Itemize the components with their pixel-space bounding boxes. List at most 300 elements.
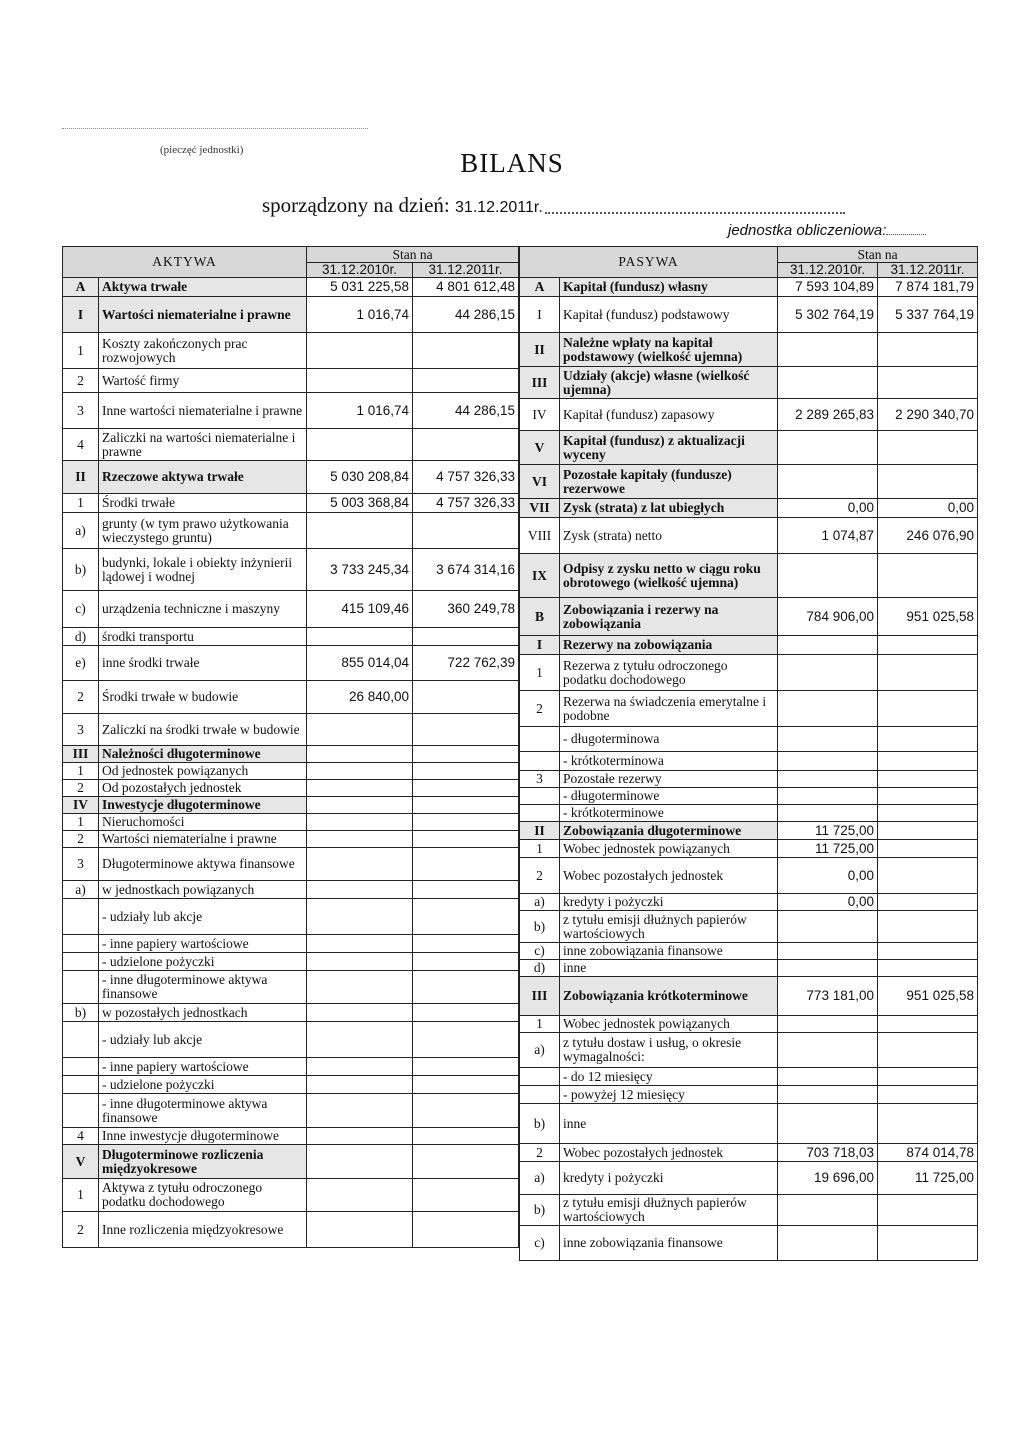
pasywa-row-mark: VI: [520, 465, 560, 499]
pasywa-value-2010: [778, 752, 878, 771]
aktywa-row-label: - udzielone pożyczki: [99, 953, 307, 971]
pasywa-value-2011: [878, 805, 978, 822]
aktywa-row-label: Środki trwałe w budowie: [99, 681, 307, 714]
pasywa-row: [520, 960, 978, 977]
aktywa-value-2010: [307, 1212, 413, 1248]
aktywa-row-label: Zaliczki na wartości niematerialne i prawne: [99, 429, 307, 461]
pasywa-value-2011: 2 290 340,70: [878, 399, 978, 431]
aktywa-value-2010: [307, 1179, 413, 1212]
pasywa-row: [520, 1104, 978, 1144]
pasywa-row-label: z tytułu emisji dłużnych papierów wartościowych: [560, 911, 778, 943]
aktywa-value-2011: [413, 763, 519, 780]
aktywa-row: [63, 1004, 519, 1022]
aktywa-value-2010: [307, 1076, 413, 1094]
pasywa-value-2010: 11 725,00: [778, 822, 878, 840]
pasywa-row-mark: IV: [520, 399, 560, 431]
aktywa-value-2010: [307, 513, 413, 549]
aktywa-row-mark: A: [63, 278, 99, 297]
pasywa-value-2011: [878, 333, 978, 367]
aktywa-row-label: - udziały lub akcje: [99, 899, 307, 935]
pasywa-row-mark: B: [520, 598, 560, 636]
pasywa-col-2011: 31.12.2011r.: [878, 263, 978, 278]
aktywa-value-2010: 3 733 245,34: [307, 549, 413, 591]
aktywa-value-2010: [307, 1058, 413, 1076]
pasywa-row-label: Zobowiązania krótkoterminowe: [560, 977, 778, 1016]
aktywa-heading: AKTYWA: [63, 247, 307, 278]
pasywa-value-2010: [778, 1086, 878, 1104]
aktywa-row-mark: 4: [63, 1128, 99, 1145]
stamp-area: [62, 128, 368, 129]
pasywa-value-2010: [778, 1068, 878, 1086]
pasywa-row: [520, 858, 978, 894]
pasywa-value-2010: [778, 805, 878, 822]
pasywa-row-mark: A: [520, 278, 560, 297]
pasywa-row-label: Należne wpłaty na kapitał podstawowy (wielkość ujemna): [560, 333, 778, 367]
aktywa-value-2010: [307, 1022, 413, 1058]
aktywa-value-2011: [413, 935, 519, 953]
aktywa-row: [63, 848, 519, 881]
pasywa-row-mark: I: [520, 636, 560, 655]
aktywa-row-mark: 1: [63, 494, 99, 513]
pasywa-row: [520, 554, 978, 598]
aktywa-row: [63, 831, 519, 848]
aktywa-value-2011: 360 249,78: [413, 591, 519, 628]
pasywa-value-2011: [878, 431, 978, 465]
pasywa-col-2010: 31.12.2010r.: [778, 263, 878, 278]
aktywa-value-2011: [413, 1076, 519, 1094]
aktywa-value-2011: [413, 899, 519, 935]
aktywa-value-2011: 44 286,15: [413, 393, 519, 429]
pasywa-row: [520, 894, 978, 911]
pasywa-row-mark: IX: [520, 554, 560, 598]
aktywa-value-2010: [307, 971, 413, 1004]
pasywa-row: [520, 727, 978, 752]
aktywa-row-label: Zaliczki na środki trwałe w budowie: [99, 714, 307, 746]
pasywa-value-2010: [778, 1104, 878, 1144]
aktywa-row-mark: 2: [63, 780, 99, 797]
pasywa-value-2011: [878, 840, 978, 858]
date-dotted-line: [545, 212, 845, 214]
aktywa-value-2011: [413, 369, 519, 393]
unit-label: jednostka obliczeniowa:: [728, 222, 887, 239]
pasywa-row-mark: b): [520, 911, 560, 943]
pasywa-value-2011: 5 337 764,19: [878, 297, 978, 333]
pasywa-row-mark: a): [520, 1162, 560, 1195]
pasywa-value-2011: [878, 858, 978, 894]
aktywa-value-2010: [307, 714, 413, 746]
pasywa-value-2011: [878, 771, 978, 788]
pasywa-value-2010: [778, 431, 878, 465]
aktywa-value-2010: [307, 1004, 413, 1022]
aktywa-row: [63, 780, 519, 797]
pasywa-row-mark: I: [520, 297, 560, 333]
aktywa-value-2011: [413, 831, 519, 848]
aktywa-value-2011: [413, 1128, 519, 1145]
pasywa-value-2010: [778, 727, 878, 752]
aktywa-value-2010: 5 003 368,84: [307, 494, 413, 513]
aktywa-value-2011: [413, 1094, 519, 1128]
aktywa-row-mark: III: [63, 746, 99, 763]
pasywa-row: [520, 333, 978, 367]
pasywa-row-label: Zysk (strata) z lat ubiegłych: [560, 499, 778, 518]
aktywa-value-2010: [307, 746, 413, 763]
aktywa-row: [63, 513, 519, 549]
pasywa-row-label: Wobec jednostek powiązanych: [560, 840, 778, 858]
pasywa-value-2010: 0,00: [778, 858, 878, 894]
aktywa-value-2010: [307, 848, 413, 881]
dated-label: sporządzony na dzień:: [262, 193, 450, 217]
pasywa-rows: [520, 278, 978, 1261]
pasywa-value-2011: 0,00: [878, 499, 978, 518]
pasywa-value-2010: [778, 655, 878, 691]
pasywa-row-label: Rezerwa z tytułu odroczonego podatku dochodowego: [560, 655, 778, 691]
aktywa-row: [63, 899, 519, 935]
pasywa-row-label: Rezerwy na zobowiązania: [560, 636, 778, 655]
aktywa-value-2011: [413, 746, 519, 763]
aktywa-value-2011: [413, 971, 519, 1004]
aktywa-value-2010: [307, 1094, 413, 1128]
pasywa-row-label: Odpisy z zysku netto w ciągu roku obrotowego (wielkość ujemna): [560, 554, 778, 598]
aktywa-row-label: - inne papiery wartościowe: [99, 935, 307, 953]
aktywa-row-label: Rzeczowe aktywa trwałe: [99, 461, 307, 494]
aktywa-value-2011: [413, 953, 519, 971]
pasywa-row-label: z tytułu dostaw i usług, o okresie wymagalności:: [560, 1033, 778, 1068]
aktywa-row-mark: [63, 1058, 99, 1076]
aktywa-row: [63, 1022, 519, 1058]
pasywa-row-mark: b): [520, 1195, 560, 1226]
aktywa-row: [63, 1076, 519, 1094]
aktywa-row-label: Wartość firmy: [99, 369, 307, 393]
pasywa-value-2010: [778, 1016, 878, 1033]
pasywa-value-2010: 19 696,00: [778, 1162, 878, 1195]
pasywa-row-mark: 2: [520, 691, 560, 727]
pasywa-row-label: Wobec pozostałych jednostek: [560, 1144, 778, 1162]
aktywa-value-2010: 26 840,00: [307, 681, 413, 714]
aktywa-row-label: - udzielone pożyczki: [99, 1076, 307, 1094]
pasywa-row: [520, 1068, 978, 1086]
pasywa-row-label: Wobec pozostałych jednostek: [560, 858, 778, 894]
pasywa-row-label: - długoterminowe: [560, 788, 778, 805]
pasywa-value-2011: [878, 554, 978, 598]
aktywa-row-mark: 4: [63, 429, 99, 461]
pasywa-row-mark: [520, 1086, 560, 1104]
pasywa-row-label: Pozostałe kapitały (fundusze) rezerwowe: [560, 465, 778, 499]
aktywa-row: [63, 297, 519, 333]
pasywa-value-2011: [878, 1033, 978, 1068]
pasywa-row-label: Kapitał (fundusz) zapasowy: [560, 399, 778, 431]
pasywa-value-2010: [778, 367, 878, 399]
pasywa-row-label: Zysk (strata) netto: [560, 518, 778, 554]
pasywa-row: [520, 1144, 978, 1162]
pasywa-row-mark: a): [520, 1033, 560, 1068]
aktywa-row-mark: 2: [63, 369, 99, 393]
aktywa-value-2010: [307, 953, 413, 971]
aktywa-row: [63, 333, 519, 369]
aktywa-value-2010: [307, 881, 413, 899]
aktywa-value-2010: [307, 628, 413, 646]
aktywa-row-label: - udziały lub akcje: [99, 1022, 307, 1058]
pasywa-value-2010: [778, 1195, 878, 1226]
aktywa-row: [63, 646, 519, 681]
pasywa-value-2011: 246 076,90: [878, 518, 978, 554]
pasywa-table: [519, 246, 978, 1261]
pasywa-row-label: - długoterminowa: [560, 727, 778, 752]
pasywa-row-label: Kapitał (fundusz) z aktualizacji wyceny: [560, 431, 778, 465]
pasywa-row-mark: V: [520, 431, 560, 465]
pasywa-value-2010: 1 074,87: [778, 518, 878, 554]
document-title: BILANS: [460, 148, 564, 178]
aktywa-row-label: inne środki trwałe: [99, 646, 307, 681]
aktywa-row: [63, 549, 519, 591]
aktywa-row-label: Koszty zakończonych prac rozwojowych: [99, 333, 307, 369]
aktywa-row-label: - inne długoterminowe aktywa finansowe: [99, 971, 307, 1004]
pasywa-value-2011: [878, 788, 978, 805]
aktywa-row: [63, 935, 519, 953]
aktywa-rows: [63, 278, 519, 1248]
aktywa-value-2010: 5 031 225,58: [307, 278, 413, 297]
aktywa-row-label: środki transportu: [99, 628, 307, 646]
pasywa-row-mark: c): [520, 943, 560, 960]
pasywa-value-2010: [778, 691, 878, 727]
pasywa-row-mark: c): [520, 1226, 560, 1261]
aktywa-row: [63, 1128, 519, 1145]
aktywa-row-label: Inne rozliczenia międzyokresowe: [99, 1212, 307, 1248]
pasywa-row-label: kredyty i pożyczki: [560, 894, 778, 911]
pasywa-value-2010: [778, 788, 878, 805]
pasywa-value-2010: 703 718,03: [778, 1144, 878, 1162]
aktywa-value-2010: [307, 763, 413, 780]
aktywa-row-label: Długoterminowe aktywa finansowe: [99, 848, 307, 881]
pasywa-value-2010: [778, 1033, 878, 1068]
pasywa-row-mark: d): [520, 960, 560, 977]
aktywa-col-2011: 31.12.2011r.: [413, 263, 519, 278]
pasywa-row-label: z tytułu emisji dłużnych papierów wartościowych: [560, 1195, 778, 1226]
pasywa-value-2010: [778, 1226, 878, 1261]
pasywa-value-2011: [878, 367, 978, 399]
pasywa-row-mark: II: [520, 333, 560, 367]
aktywa-value-2011: [413, 681, 519, 714]
pasywa-row: [520, 278, 978, 297]
aktywa-row-label: Nieruchomości: [99, 814, 307, 831]
unit-line: [728, 222, 926, 239]
pasywa-value-2011: [878, 894, 978, 911]
pasywa-value-2010: 0,00: [778, 894, 878, 911]
aktywa-row: [63, 971, 519, 1004]
aktywa-row: [63, 953, 519, 971]
aktywa-row: [63, 429, 519, 461]
pasywa-row-label: Zobowiązania długoterminowe: [560, 822, 778, 840]
pasywa-row: [520, 752, 978, 771]
aktywa-value-2011: [413, 1022, 519, 1058]
pasywa-row: [520, 431, 978, 465]
aktywa-value-2011: [413, 881, 519, 899]
pasywa-row: [520, 297, 978, 333]
pasywa-row: [520, 465, 978, 499]
pasywa-row: [520, 1016, 978, 1033]
pasywa-value-2011: [878, 1016, 978, 1033]
pasywa-row-mark: [520, 727, 560, 752]
pasywa-value-2011: 951 025,58: [878, 977, 978, 1016]
pasywa-row: [520, 822, 978, 840]
pasywa-row: [520, 1226, 978, 1261]
pasywa-value-2010: [778, 911, 878, 943]
pasywa-row: [520, 805, 978, 822]
pasywa-row-mark: VII: [520, 499, 560, 518]
aktywa-row-label: Inwestycje długoterminowe: [99, 797, 307, 814]
aktywa-row-mark: [63, 935, 99, 953]
aktywa-row: [63, 461, 519, 494]
pasywa-value-2010: 2 289 265,83: [778, 399, 878, 431]
aktywa-row-mark: a): [63, 881, 99, 899]
aktywa-row-mark: [63, 899, 99, 935]
pasywa-value-2011: 874 014,78: [878, 1144, 978, 1162]
aktywa-value-2011: [413, 780, 519, 797]
aktywa-value-2010: 415 109,46: [307, 591, 413, 628]
aktywa-row: [63, 393, 519, 429]
aktywa-value-2010: 855 014,04: [307, 646, 413, 681]
pasywa-row-mark: 2: [520, 858, 560, 894]
aktywa-value-2010: [307, 429, 413, 461]
aktywa-value-2011: [413, 1179, 519, 1212]
pasywa-row-mark: III: [520, 367, 560, 399]
pasywa-row: [520, 788, 978, 805]
aktywa-row: [63, 278, 519, 297]
aktywa-row-mark: [63, 953, 99, 971]
dated-line: [262, 193, 845, 218]
aktywa-row-mark: e): [63, 646, 99, 681]
pasywa-row-label: - do 12 miesięcy: [560, 1068, 778, 1086]
pasywa-row: [520, 1033, 978, 1068]
aktywa-row-mark: c): [63, 591, 99, 628]
aktywa-row: [63, 714, 519, 746]
pasywa-row-label: inne zobowiązania finansowe: [560, 1226, 778, 1261]
aktywa-value-2010: [307, 814, 413, 831]
aktywa-row-mark: b): [63, 549, 99, 591]
pasywa-row-mark: [520, 788, 560, 805]
pasywa-row-label: Udziały (akcje) własne (wielkość ujemna): [560, 367, 778, 399]
aktywa-stan-label: Stan na: [307, 247, 519, 263]
pasywa-row: [520, 399, 978, 431]
aktywa-value-2011: 44 286,15: [413, 297, 519, 333]
pasywa-value-2010: [778, 465, 878, 499]
pasywa-row-mark: [520, 752, 560, 771]
aktywa-row-mark: 1: [63, 763, 99, 780]
aktywa-value-2011: [413, 814, 519, 831]
aktywa-row-label: Wartości niematerialne i prawne: [99, 297, 307, 333]
pasywa-row-label: inne: [560, 1104, 778, 1144]
aktywa-value-2010: [307, 1145, 413, 1179]
pasywa-value-2010: 0,00: [778, 499, 878, 518]
report-date: 31.12.2011r.: [455, 199, 543, 216]
pasywa-value-2010: [778, 636, 878, 655]
pasywa-row: [520, 499, 978, 518]
pasywa-row: [520, 1162, 978, 1195]
aktywa-row-mark: a): [63, 513, 99, 549]
pasywa-value-2010: 5 302 764,19: [778, 297, 878, 333]
pasywa-row: [520, 655, 978, 691]
aktywa-row-mark: [63, 1094, 99, 1128]
aktywa-value-2010: 1 016,74: [307, 393, 413, 429]
pasywa-row-label: Pozostałe rezerwy: [560, 771, 778, 788]
aktywa-value-2010: 5 030 208,84: [307, 461, 413, 494]
aktywa-row-mark: b): [63, 1004, 99, 1022]
aktywa-value-2010: [307, 831, 413, 848]
pasywa-value-2011: 11 725,00: [878, 1162, 978, 1195]
aktywa-row-mark: V: [63, 1145, 99, 1179]
aktywa-row: [63, 814, 519, 831]
pasywa-row-mark: 1: [520, 1016, 560, 1033]
aktywa-table: [62, 246, 519, 1248]
aktywa-row-mark: 2: [63, 831, 99, 848]
pasywa-value-2011: [878, 465, 978, 499]
aktywa-row: [63, 763, 519, 780]
aktywa-value-2010: [307, 935, 413, 953]
aktywa-value-2011: 3 674 314,16: [413, 549, 519, 591]
pasywa-row: [520, 691, 978, 727]
aktywa-value-2011: [413, 797, 519, 814]
aktywa-row-mark: 3: [63, 393, 99, 429]
pasywa-row-mark: a): [520, 894, 560, 911]
aktywa-row-mark: IV: [63, 797, 99, 814]
pasywa-row-mark: 2: [520, 1144, 560, 1162]
aktywa-value-2010: [307, 1128, 413, 1145]
aktywa-value-2011: [413, 1058, 519, 1076]
aktywa-row: [63, 1058, 519, 1076]
aktywa-row-label: Należności długoterminowe: [99, 746, 307, 763]
aktywa-row-mark: 2: [63, 1212, 99, 1248]
pasywa-value-2010: 11 725,00: [778, 840, 878, 858]
aktywa-row-mark: 3: [63, 848, 99, 881]
aktywa-value-2011: [413, 333, 519, 369]
aktywa-row-label: Inne inwestycje długoterminowe: [99, 1128, 307, 1145]
aktywa-value-2010: [307, 333, 413, 369]
aktywa-value-2011: [413, 429, 519, 461]
aktywa-row-label: Od jednostek powiązanych: [99, 763, 307, 780]
pasywa-value-2010: [778, 960, 878, 977]
pasywa-value-2010: 784 906,00: [778, 598, 878, 636]
aktywa-value-2011: [413, 848, 519, 881]
aktywa-value-2011: 4 801 612,48: [413, 278, 519, 297]
aktywa-value-2011: [413, 714, 519, 746]
pasywa-value-2010: [778, 554, 878, 598]
aktywa-row-mark: 1: [63, 814, 99, 831]
pasywa-value-2011: 951 025,58: [878, 598, 978, 636]
pasywa-value-2010: 7 593 104,89: [778, 278, 878, 297]
aktywa-row-mark: [63, 1076, 99, 1094]
aktywa-value-2010: [307, 369, 413, 393]
aktywa-row: [63, 797, 519, 814]
pasywa-value-2011: [878, 822, 978, 840]
aktywa-value-2010: [307, 797, 413, 814]
pasywa-row: [520, 840, 978, 858]
aktywa-row-label: Inne wartości niematerialne i prawne: [99, 393, 307, 429]
pasywa-row-label: - krótkoterminowe: [560, 805, 778, 822]
pasywa-value-2010: [778, 333, 878, 367]
pasywa-row-mark: 3: [520, 771, 560, 788]
aktywa-value-2011: 4 757 326,33: [413, 494, 519, 513]
pasywa-row-label: inne zobowiązania finansowe: [560, 943, 778, 960]
pasywa-row: [520, 943, 978, 960]
aktywa-value-2010: [307, 780, 413, 797]
pasywa-value-2010: 773 181,00: [778, 977, 878, 1016]
pasywa-row-mark: 1: [520, 655, 560, 691]
pasywa-row: [520, 598, 978, 636]
aktywa-row-label: Środki trwałe: [99, 494, 307, 513]
pasywa-row-mark: b): [520, 1104, 560, 1144]
aktywa-row-mark: [63, 971, 99, 1004]
aktywa-value-2011: [413, 513, 519, 549]
pasywa-row-mark: [520, 805, 560, 822]
